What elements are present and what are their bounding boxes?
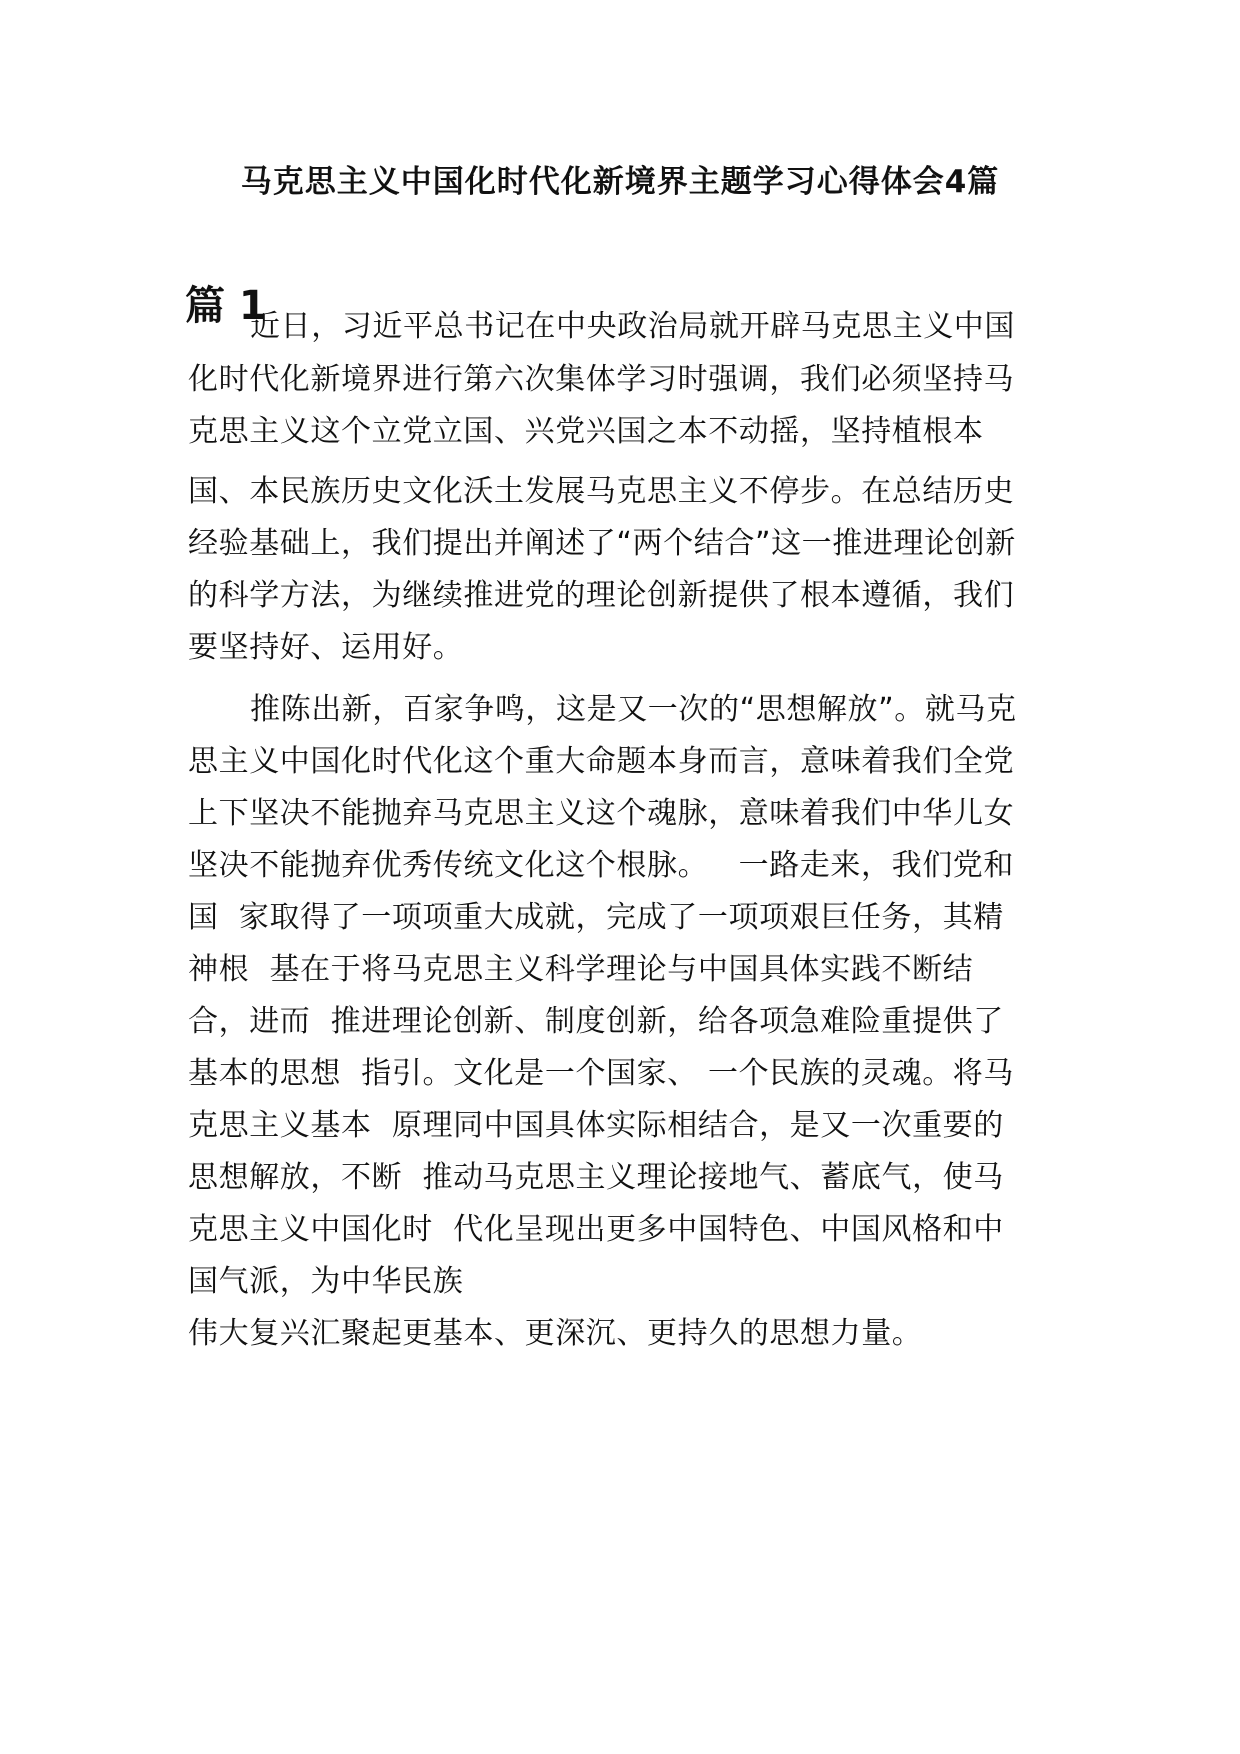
- paragraph-1-line-5: 经验基础上，我们提出并阐述了“两个结合”这一推进理论创新: [188, 526, 1016, 561]
- section-heading: 篇 1: [185, 283, 267, 329]
- paragraph-2-line-8: 基本的思想 指引。文化是一个国家、 一个民族的灵魂。将马: [188, 1056, 1015, 1091]
- paragraph-2-line-13: 伟大复兴汇聚起更基本、更深沉、更持久的思想力量。: [188, 1316, 923, 1351]
- paragraph-1-line-3: 克思主义这个立党立国、兴党兴国之本不动摇，坚持植根本: [188, 414, 984, 449]
- paragraph-1-line-6: 的科学方法，为继续推进党的理论创新提供了根本遵循，我们: [188, 578, 1015, 613]
- paragraph-1-line-7: 要坚持好、运用好。: [188, 630, 464, 665]
- paragraph-2-line-12: 国气派，为中华民族: [188, 1264, 464, 1299]
- paragraph-2-line-10: 思想解放，不断 推动马克思主义理论接地气、蓄底气，使马: [188, 1160, 1004, 1195]
- paragraph-1-line-1: 近日，习近平总书记在中央政治局就开辟马克思主义中国: [250, 309, 1015, 344]
- paragraph-2-line-9: 克思主义基本 原理同中国具体实际相结合，是又一次重要的: [188, 1108, 1004, 1143]
- paragraph-2-line-7: 合，进而 推进理论创新、制度创新，给各项急难险重提供了: [188, 1004, 1004, 1039]
- paragraph-2-line-1: 推陈出新，百家争鸣，这是又一次的“思想解放”。就马克: [250, 692, 1017, 727]
- document-title: 马克思主义中国化时代化新境界主题学习心得体会4篇: [240, 164, 1000, 200]
- paragraph-2-line-4: 坚决不能抛弃优秀传统文化这个根脉。 一路走来，我们党和: [188, 848, 1015, 883]
- paragraph-1-line-2: 化时代化新境界进行第六次集体学习时强调，我们必须坚持马: [188, 362, 1015, 397]
- paragraph-2-line-11: 克思主义中国化时 代化呈现出更多中国特色、中国风格和中: [188, 1212, 1004, 1247]
- paragraph-2-line-5: 国 家取得了一项项重大成就，完成了一项项艰巨任务，其精: [188, 900, 1004, 935]
- paragraph-2-line-3: 上下坚决不能抛弃马克思主义这个魂脉，意味着我们中华儿女: [188, 796, 1015, 831]
- paragraph-1-line-4: 国、本民族历史文化沃土发展马克思主义不停步。在总结历史: [188, 474, 1015, 509]
- paragraph-2-line-2: 思主义中国化时代化这个重大命题本身而言，意味着我们全党: [188, 744, 1015, 779]
- paragraph-2-line-6: 神根 基在于将马克思主义科学理论与中国具体实践不断结: [188, 952, 974, 987]
